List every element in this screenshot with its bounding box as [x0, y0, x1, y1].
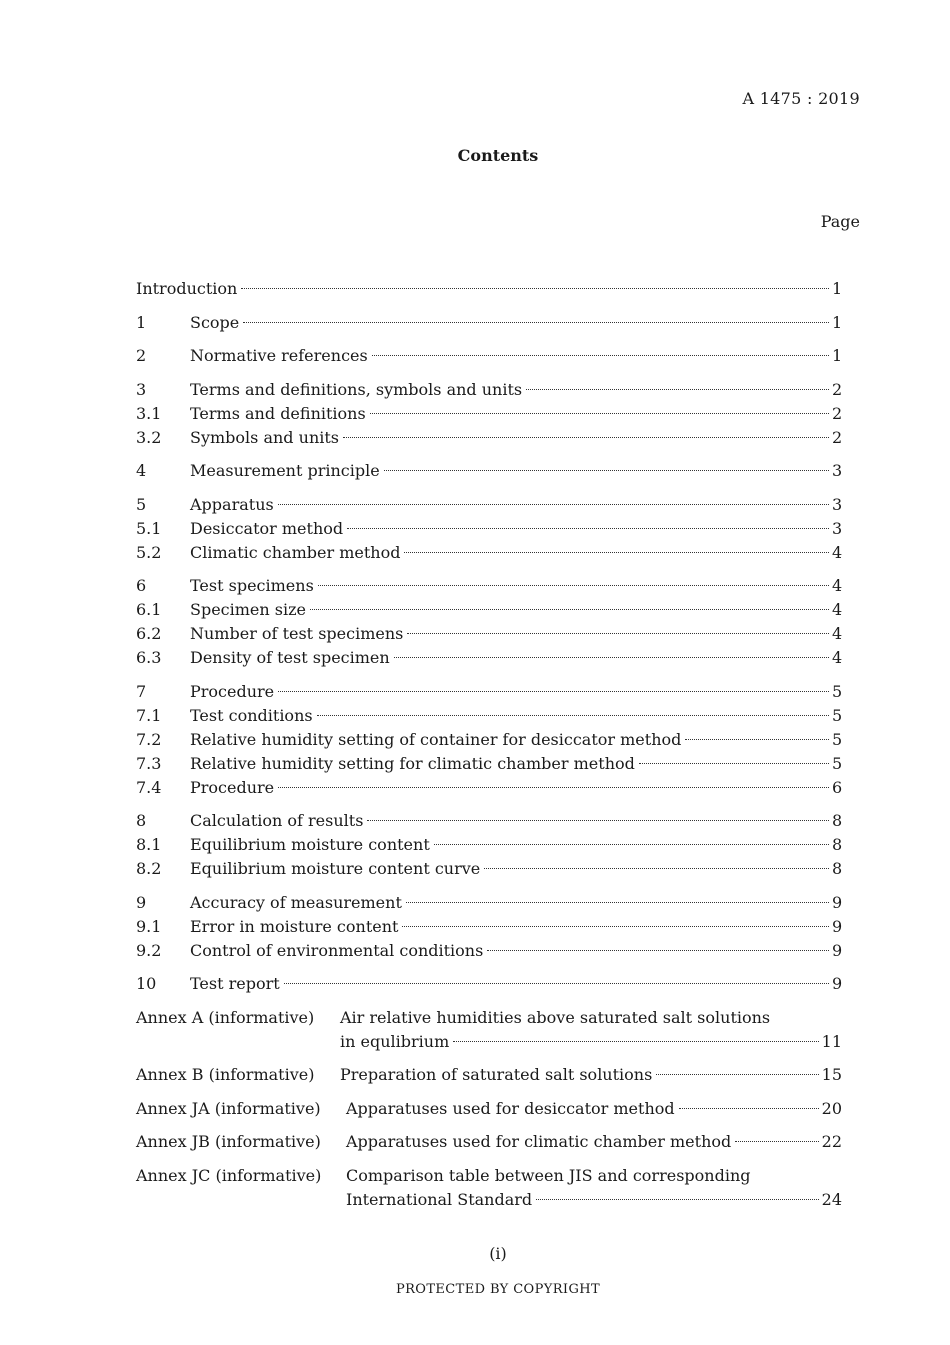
- toc-entry-title: Test specimens: [190, 576, 314, 595]
- dot-leader: [402, 926, 829, 927]
- toc-entry-number: 2: [136, 346, 147, 365]
- toc-entry-page: 9: [832, 892, 843, 912]
- dot-leader: [434, 844, 829, 845]
- toc-entry[interactable]: [136, 493, 842, 517]
- dot-leader: [639, 763, 829, 764]
- page-column-label: Page: [820, 212, 860, 231]
- document-id: A 1475 : 2019: [742, 89, 860, 108]
- toc-entry-title: Number of test specimens: [190, 624, 404, 643]
- toc-entry-page: 9: [832, 974, 843, 993]
- toc-entry-page: 1: [832, 312, 843, 332]
- toc-entry-number: 3.1: [136, 403, 162, 423]
- toc-entry-number: 3: [136, 379, 147, 399]
- toc-entry[interactable]: [136, 939, 842, 963]
- toc-entry[interactable]: [136, 833, 842, 857]
- toc-entry[interactable]: [136, 857, 842, 881]
- footer-page-number: (i): [489, 1244, 507, 1263]
- toc-entry-title: Measurement principle: [190, 461, 380, 480]
- annex-page: 11: [821, 1031, 842, 1051]
- toc-entry-page: 6: [832, 777, 843, 797]
- annex-title-line: International Standard: [346, 1189, 533, 1209]
- toc-entry-title: Symbols and units: [190, 427, 339, 447]
- annex-entry[interactable]: [136, 1164, 842, 1212]
- annex-title-line: Apparatuses used for climatic chamber method: [346, 1132, 732, 1151]
- toc-entry-number: 6.1: [136, 600, 162, 619]
- toc-entry-page: 3: [832, 518, 843, 538]
- toc-entry-title: Specimen size: [190, 600, 307, 619]
- dot-leader: [404, 552, 829, 553]
- toc-entry-number: 5: [136, 494, 147, 514]
- toc-entry[interactable]: [136, 809, 842, 833]
- dot-leader: [394, 657, 829, 658]
- table-of-contents: [136, 277, 842, 1212]
- toc-entry-title: Error in moisture content: [190, 916, 399, 936]
- dot-leader: [487, 950, 829, 951]
- toc-entry-title: Procedure: [190, 681, 275, 701]
- toc-entry-title: Control of environmental conditions: [190, 940, 484, 960]
- dot-leader: [343, 437, 829, 438]
- toc-main-list: [136, 277, 842, 996]
- toc-entry-page: 9: [832, 916, 843, 936]
- toc-entry-number: 9.1: [136, 916, 162, 936]
- toc-entry[interactable]: [136, 704, 842, 728]
- toc-entry-title: Relative humidity setting for climatic chamber method: [190, 753, 635, 773]
- toc-entry[interactable]: [136, 459, 842, 483]
- annex-page: 22: [821, 1132, 842, 1151]
- toc-entry-page: 3: [832, 494, 843, 514]
- toc-entry[interactable]: [136, 680, 842, 704]
- toc-entry[interactable]: [136, 598, 842, 622]
- toc-entry-page: 5: [832, 729, 843, 749]
- annex-title-block: [340, 1006, 842, 1054]
- dot-leader: [284, 983, 829, 984]
- toc-entry-number: 9.2: [136, 940, 162, 960]
- toc-entry-page: 4: [832, 600, 843, 619]
- toc-entry-number: 6.2: [136, 624, 162, 643]
- annex-title-line: Apparatuses used for desiccator method: [346, 1098, 675, 1118]
- toc-entry-page: 1: [832, 279, 843, 298]
- toc-entry-number: 7.4: [136, 777, 162, 797]
- toc-entry-page: 4: [832, 542, 843, 562]
- toc-entry-page: 1: [832, 346, 843, 365]
- dot-leader: [735, 1141, 818, 1142]
- dot-leader: [406, 902, 829, 903]
- toc-entry-number: 7.1: [136, 705, 162, 725]
- toc-entry[interactable]: [136, 728, 842, 752]
- toc-entry-page: 8: [832, 859, 843, 878]
- toc-entry-number: 4: [136, 461, 147, 480]
- toc-entry[interactable]: [136, 574, 842, 598]
- dot-leader: [453, 1041, 818, 1042]
- toc-entry[interactable]: [136, 646, 842, 670]
- dot-leader: [370, 413, 829, 414]
- toc-entry-title: Terms and definitions: [190, 403, 366, 423]
- toc-entry-number: 7.2: [136, 729, 162, 749]
- dot-leader: [685, 739, 829, 740]
- dot-leader: [241, 288, 829, 289]
- toc-entry-number: 8.1: [136, 835, 162, 854]
- toc-entry-page: 4: [832, 624, 843, 643]
- toc-entry[interactable]: [136, 915, 842, 939]
- dot-leader: [243, 322, 829, 323]
- annex-title-block: [346, 1164, 842, 1212]
- toc-entry[interactable]: [136, 402, 842, 426]
- toc-entry-number: 5.2: [136, 542, 162, 562]
- toc-entry-title: Terms and definitions, symbols and units: [190, 379, 523, 399]
- toc-entry-number: 8: [136, 811, 147, 830]
- annex-title-line: Preparation of saturated salt solutions: [340, 1065, 653, 1084]
- toc-entry[interactable]: [136, 776, 842, 800]
- toc-entry-number: 1: [136, 312, 147, 332]
- dot-leader: [484, 868, 829, 869]
- annex-label: Annex B (informative): [136, 1065, 315, 1084]
- annex-entry[interactable]: [136, 1097, 842, 1121]
- page-title: Contents: [457, 146, 539, 165]
- toc-entry[interactable]: [136, 752, 842, 776]
- toc-annex-list: [136, 1006, 842, 1212]
- toc-entry-number: 7.3: [136, 753, 162, 773]
- toc-entry-title: Equilibrium moisture content: [190, 835, 430, 854]
- dot-leader: [318, 585, 829, 586]
- toc-entry-page: 2: [832, 427, 843, 447]
- toc-entry-title: Desiccator method: [190, 518, 344, 538]
- annex-title-line: Air relative humidities above saturated salt solutions: [340, 1007, 771, 1027]
- annex-title-block: [346, 1097, 842, 1121]
- toc-entry-page: 8: [832, 811, 843, 830]
- toc-entry-page: 2: [832, 379, 843, 399]
- toc-entry-page: 3: [832, 461, 843, 480]
- toc-entry[interactable]: [136, 426, 842, 450]
- toc-entry-title: Equilibrium moisture content curve: [190, 859, 481, 878]
- dot-leader: [372, 355, 829, 356]
- dot-leader: [407, 633, 829, 634]
- toc-entry-number: 6: [136, 576, 147, 595]
- annex-title-line: in equlibrium: [340, 1031, 450, 1051]
- dot-leader: [278, 787, 829, 788]
- toc-entry-number: 9: [136, 892, 147, 912]
- dot-leader: [367, 820, 829, 821]
- dot-leader: [384, 470, 829, 471]
- toc-entry-title: Normative references: [190, 346, 368, 365]
- annex-label: Annex JA (informative): [136, 1098, 321, 1118]
- annex-title-block: [340, 1063, 842, 1087]
- dot-leader: [656, 1074, 818, 1075]
- toc-entry-number: 7: [136, 681, 147, 701]
- toc-entry-title: Test conditions: [190, 705, 313, 725]
- toc-entry-page: 4: [832, 648, 843, 667]
- toc-entry[interactable]: [136, 622, 842, 646]
- annex-entry[interactable]: [136, 1130, 842, 1154]
- dot-leader: [310, 609, 829, 610]
- annex-label: Annex JC (informative): [136, 1165, 322, 1185]
- toc-entry[interactable]: [136, 378, 842, 402]
- toc-entry-page: 9: [832, 940, 843, 960]
- toc-entry-title: Density of test specimen: [190, 648, 390, 667]
- annex-label: Annex A (informative): [136, 1007, 315, 1027]
- toc-entry[interactable]: [136, 972, 842, 996]
- toc-entry-number: 3.2: [136, 427, 162, 447]
- toc-entry-title: Test report: [190, 974, 280, 993]
- annex-page: 24: [821, 1189, 842, 1209]
- toc-entry-page: 5: [832, 681, 843, 701]
- toc-entry-title: Scope: [190, 312, 240, 332]
- toc-entry-number: 5.1: [136, 518, 162, 538]
- annex-page: 20: [821, 1098, 842, 1118]
- toc-entry-title: Climatic chamber method: [190, 542, 401, 562]
- toc-entry-page: 5: [832, 753, 843, 773]
- annex-title-block: [346, 1130, 842, 1154]
- toc-entry-title: Relative humidity setting of container for desiccator method: [190, 729, 682, 749]
- annex-page: 15: [821, 1065, 842, 1084]
- dot-leader: [347, 528, 829, 529]
- toc-entry[interactable]: [136, 311, 842, 335]
- toc-entry-number: 8.2: [136, 859, 162, 878]
- toc-entry-title: Accuracy of measurement: [190, 892, 402, 912]
- toc-entry-page: 5: [832, 705, 843, 725]
- annex-label: Annex JB (informative): [136, 1132, 321, 1151]
- dot-leader: [526, 389, 829, 390]
- toc-entry-page: 2: [832, 403, 843, 423]
- toc-entry[interactable]: [136, 277, 842, 301]
- toc-entry-number: 6.3: [136, 648, 162, 667]
- dot-leader: [278, 504, 829, 505]
- toc-entry[interactable]: [136, 517, 842, 541]
- toc-entry-title: Apparatus: [190, 494, 274, 514]
- toc-entry-title: Procedure: [190, 777, 275, 797]
- copyright-notice: PROTECTED BY COPYRIGHT: [395, 1282, 601, 1297]
- toc-entry[interactable]: [136, 344, 842, 368]
- toc-entry-title: Calculation of results: [190, 811, 364, 830]
- annex-entry[interactable]: [136, 1063, 842, 1087]
- annex-title-line: Comparison table between JIS and corresponding: [346, 1165, 751, 1185]
- toc-entry-page: 8: [832, 835, 843, 854]
- toc-entry[interactable]: [136, 891, 842, 915]
- annex-entry[interactable]: [136, 1006, 842, 1054]
- toc-entry[interactable]: [136, 541, 842, 565]
- toc-entry-number: 10: [136, 974, 157, 993]
- toc-entry-page: 4: [832, 576, 843, 595]
- dot-leader: [536, 1199, 818, 1200]
- dot-leader: [317, 715, 829, 716]
- dot-leader: [679, 1108, 819, 1109]
- dot-leader: [278, 691, 829, 692]
- toc-entry-title: Introduction: [136, 279, 238, 298]
